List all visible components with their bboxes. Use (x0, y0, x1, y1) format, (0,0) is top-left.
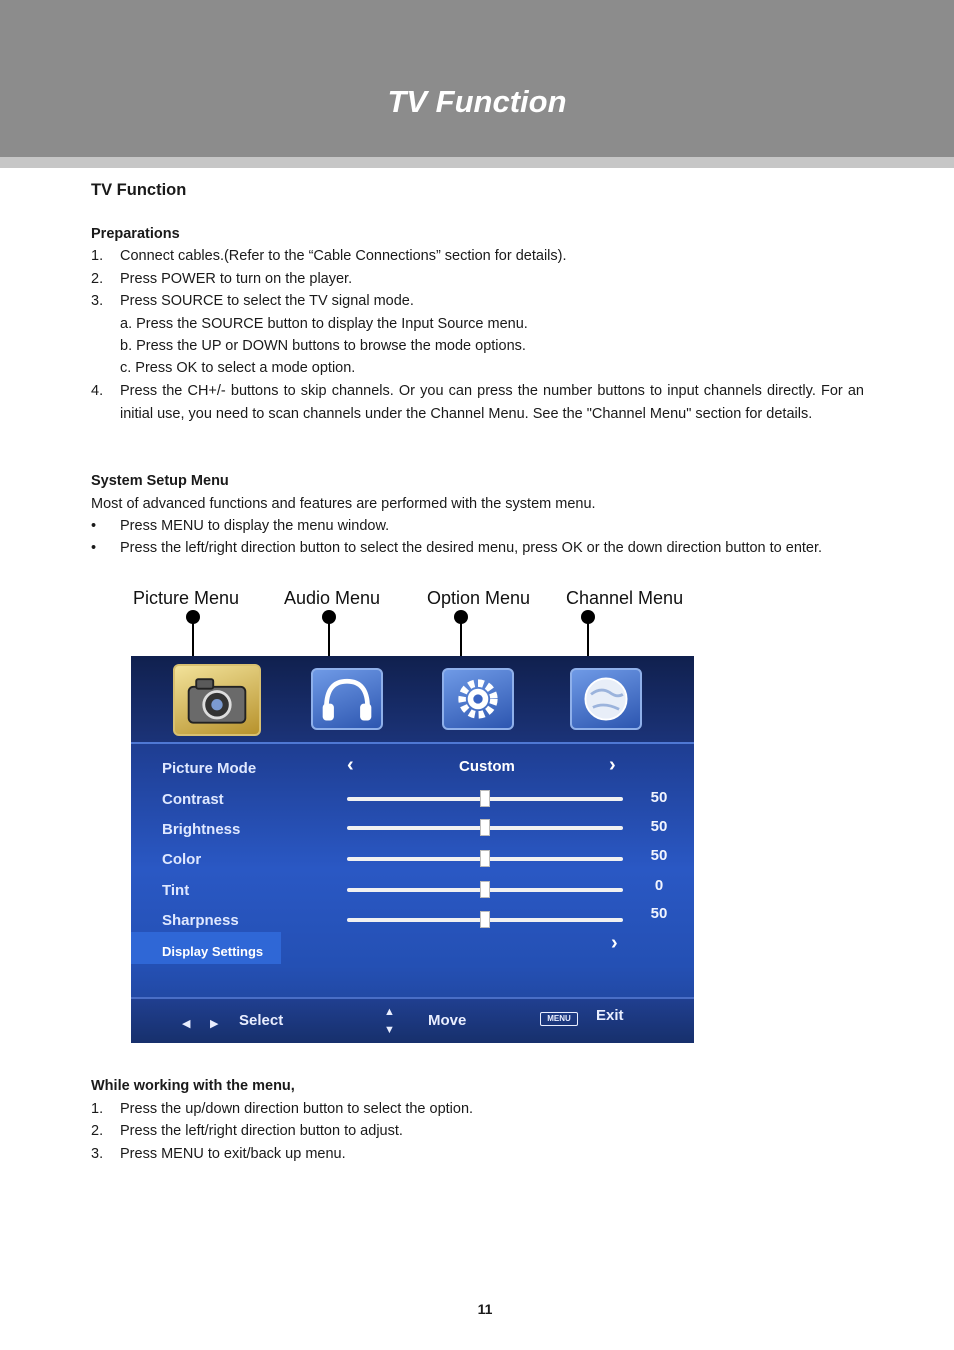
system-setup-intro: Most of advanced functions and features are performed with the system menu. (91, 496, 596, 512)
down-triangle-icon: ▼ (384, 1024, 395, 1036)
step-number: 3. (91, 1146, 104, 1162)
working-heading: While working with the menu, (91, 1078, 295, 1094)
step-text: Press SOURCE to select the TV signal mode. (120, 293, 414, 309)
footer-select-label: Select (239, 1012, 284, 1029)
menu-item-sharpness[interactable]: Sharpness (162, 912, 239, 929)
menu-item-picture-mode[interactable]: Picture Mode (162, 760, 257, 777)
slider-knob[interactable] (480, 850, 490, 867)
tv-menu-separator (131, 742, 694, 744)
contrast-value: 50 (650, 789, 668, 806)
globe-icon[interactable] (570, 668, 642, 730)
page-title: TV Function (387, 84, 567, 119)
picture-mode-value: Custom (459, 758, 515, 775)
step-text: Press the up/down direction button to select the option. (120, 1101, 474, 1117)
menu-key-icon: MENU (540, 1012, 578, 1026)
slider-knob[interactable] (480, 790, 490, 807)
bullet-text: Press the left/right direction button to select the desired menu, press OK or the down direction button to enter. (120, 540, 823, 556)
left-arrow-icon[interactable]: ‹ (347, 754, 354, 776)
color-slider[interactable] (347, 857, 623, 861)
step-text: Press the left/right direction button to adjust. (120, 1123, 403, 1139)
slider-knob[interactable] (480, 911, 490, 928)
step-number: 3. (91, 293, 104, 309)
tv-menu-screenshot (131, 656, 694, 1043)
tint-value: 0 (654, 877, 664, 894)
brightness-value: 50 (650, 818, 668, 835)
callout-channel-menu: Channel Menu (566, 588, 684, 608)
camera-icon[interactable] (173, 664, 261, 736)
step-text: Press the CH+/- buttons to skip channels. Or you can press the number buttons to input channels directly. For an initial use, you need to scan channels under the Channel Menu. See the "Channel Menu" section for details. (120, 383, 864, 422)
bullet-glyph: • (91, 540, 97, 556)
menu-item-color[interactable]: Color (162, 851, 202, 868)
step-number: 2. (91, 1123, 104, 1139)
slider-knob[interactable] (480, 881, 490, 898)
footer-move-label: Move (428, 1012, 467, 1029)
step-number: 1. (91, 248, 104, 264)
right-triangle-icon: ▶ (210, 1018, 219, 1030)
page-header-band (0, 0, 954, 157)
menu-item-tint[interactable]: Tint (162, 882, 190, 899)
headphones-icon[interactable] (311, 668, 383, 730)
step-number: 4. (91, 383, 104, 399)
step-number: 2. (91, 271, 104, 287)
contrast-slider[interactable] (347, 797, 623, 801)
color-value: 50 (650, 847, 668, 864)
left-triangle-icon: ◀ (182, 1018, 191, 1030)
sharpness-slider[interactable] (347, 918, 623, 922)
menu-item-display-settings[interactable]: Display Settings (162, 944, 264, 959)
footer-exit-label: Exit (596, 1007, 624, 1024)
preparations-heading: Preparations (91, 226, 180, 242)
tint-slider[interactable] (347, 888, 623, 892)
step-text: Press MENU to exit/back up menu. (120, 1146, 346, 1162)
header-strip (0, 157, 954, 168)
step-number: 1. (91, 1101, 104, 1117)
section-title: TV Function (91, 181, 187, 199)
bullet-text: Press MENU to display the menu window. (120, 518, 390, 534)
gear-icon[interactable] (442, 668, 514, 730)
up-triangle-icon: ▲ (384, 1006, 395, 1018)
menu-item-brightness[interactable]: Brightness (162, 821, 241, 838)
callout-option-menu: Option Menu (427, 588, 531, 608)
slider-knob[interactable] (480, 819, 490, 836)
page-number: 11 (477, 1301, 493, 1317)
menu-item-contrast[interactable]: Contrast (162, 791, 224, 808)
substep-text: a. Press the SOURCE button to display the Input Source menu. (120, 316, 528, 332)
system-setup-heading: System Setup Menu (91, 473, 229, 489)
callout-picture-menu: Picture Menu (133, 588, 240, 608)
callout-audio-menu: Audio Menu (284, 588, 381, 608)
right-arrow-icon[interactable]: › (609, 754, 616, 776)
step-text: Connect cables.(Refer to the “Cable Connections” section for details). (120, 248, 567, 264)
step-text: Press POWER to turn on the player. (120, 271, 353, 287)
chevron-right-icon[interactable]: › (611, 932, 618, 954)
substep-text: b. Press the UP or DOWN buttons to browse the mode options. (120, 338, 526, 354)
bullet-glyph: • (91, 518, 97, 534)
sharpness-value: 50 (650, 905, 668, 922)
brightness-slider[interactable] (347, 826, 623, 830)
substep-text: c. Press OK to select a mode option. (120, 360, 356, 376)
